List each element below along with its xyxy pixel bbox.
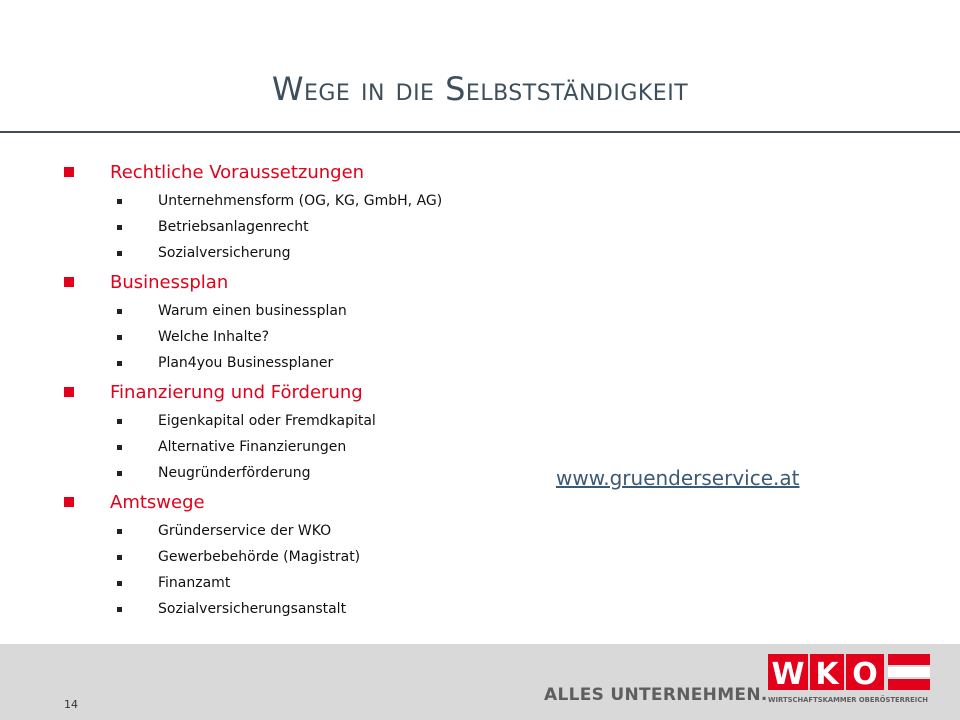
list-item	[60, 240, 560, 266]
bullet-icon	[117, 607, 122, 612]
list-item-label: Gewerbebehörde (Magistrat)	[158, 549, 361, 565]
list-item-label: Warum einen businessplan	[158, 303, 347, 319]
footer-bar	[0, 644, 960, 720]
list-item-label: Alternative Finanzierungen	[158, 439, 347, 455]
page-number: 14	[64, 698, 78, 711]
list-item-label: Sozialversicherung	[158, 245, 291, 261]
bullet-square-icon	[64, 167, 74, 177]
bullet-icon	[117, 445, 122, 450]
list-item	[60, 544, 560, 570]
slide-content	[60, 156, 560, 622]
bullet-icon	[117, 529, 122, 534]
list-item	[60, 570, 560, 596]
wko-logo	[768, 654, 930, 710]
section-heading: Amtswege	[110, 491, 205, 513]
logo-letter: W	[771, 657, 805, 692]
bullet-icon	[117, 251, 122, 256]
list-item	[60, 324, 560, 350]
section-financing	[60, 376, 560, 486]
list-item	[60, 188, 560, 214]
list-item-label: Plan4you Businessplaner	[158, 355, 334, 371]
list-item	[60, 434, 560, 460]
bullet-icon	[117, 419, 122, 424]
bullet-icon	[117, 471, 122, 476]
bullet-icon	[117, 361, 122, 366]
list-item	[60, 214, 560, 240]
slide-title: Wege in die Selbstständigkeit	[271, 70, 689, 108]
list-item-label: Eigenkapital oder Fremdkapital	[158, 413, 376, 429]
bullet-square-icon	[64, 387, 74, 397]
list-item	[60, 596, 560, 622]
logo-letter: O	[852, 657, 878, 692]
list-item	[60, 350, 560, 376]
list-item-label: Neugründerförderung	[158, 465, 311, 481]
bullet-square-icon	[64, 277, 74, 287]
gruenderservice-link[interactable]: www.gruenderservice.at	[556, 466, 800, 490]
tagline: ALLES UNTERNEHMEN.	[544, 685, 768, 705]
list-item-label: Gründerservice der WKO	[158, 523, 332, 539]
section-businessplan	[60, 266, 560, 376]
list-item-label: Finanzamt	[158, 575, 231, 591]
section-heading: Businessplan	[110, 271, 229, 293]
list-item	[60, 460, 560, 486]
list-item	[60, 408, 560, 434]
bullet-icon	[117, 555, 122, 560]
section-legal	[60, 156, 560, 266]
bullet-icon	[117, 309, 122, 314]
section-authorities	[60, 486, 560, 622]
bullet-icon	[117, 581, 122, 586]
list-item-label: Welche Inhalte?	[158, 329, 270, 345]
title-divider	[0, 131, 960, 133]
logo-letter: K	[815, 657, 839, 692]
list-item-label: Sozialversicherungsanstalt	[158, 601, 347, 617]
bullet-icon	[117, 199, 122, 204]
bullet-icon	[117, 335, 122, 340]
section-heading: Finanzierung und Förderung	[110, 381, 363, 403]
list-item-label: Betriebsanlagenrecht	[158, 219, 309, 235]
logo-subtitle: WIRTSCHAFTSKAMMER OBERÖSTERREICH	[768, 696, 924, 704]
list-item	[60, 518, 560, 544]
bullet-icon	[117, 225, 122, 230]
bullet-square-icon	[64, 497, 74, 507]
list-item-label: Unternehmensform (OG, KG, GmbH, AG)	[158, 193, 443, 209]
list-item	[60, 298, 560, 324]
section-heading: Rechtliche Voraussetzungen	[110, 161, 365, 183]
